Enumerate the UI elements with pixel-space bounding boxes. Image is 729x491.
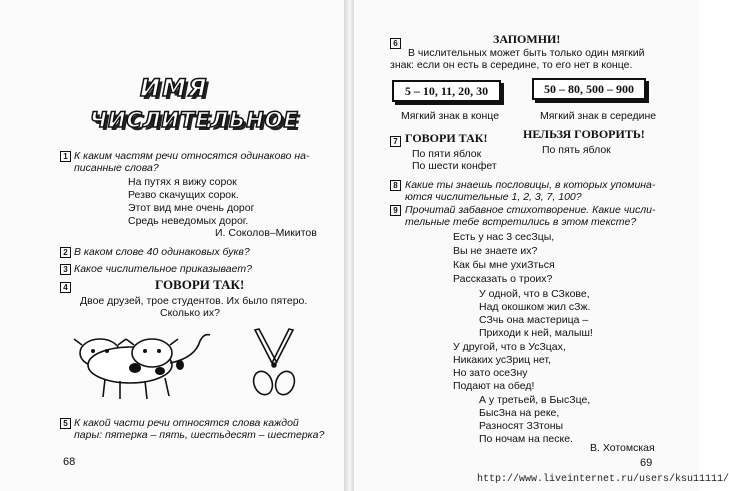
left-page: [0, 0, 349, 491]
poem-1-author: И. Соколов–Микитов: [215, 227, 317, 239]
poem-2-line: Вы не знаете их?: [453, 245, 538, 257]
rule-box-soft-sign-middle: 50 – 80, 500 – 900: [532, 78, 646, 100]
poem-2-line: Рассказать о троих?: [453, 273, 553, 285]
task-7-correct-line: По пяти яблок: [412, 148, 482, 160]
task-number-9: 9: [390, 205, 401, 216]
task-1-line-1: К каким частям речи относятся одинаково на-: [74, 150, 310, 162]
poem-2-line: А у третьей, в БысЗце,: [479, 394, 591, 406]
task-3-text: Какое числительное приказывает?: [74, 263, 252, 275]
task-7-heading-correct: ГОВОРИ ТАК!: [405, 131, 488, 145]
watermark-url: http://www.liveinternet.ru/users/ksu11111/: [477, 474, 729, 485]
task-5-line-1: К какой части речи относятся слова каждой: [74, 417, 299, 429]
task-number-3: 3: [60, 264, 71, 275]
poem-1-line: На путях я вижу сорок: [128, 176, 237, 188]
task-6-line-2: знак: если он есть в середине, то его нет в конце.: [390, 59, 633, 71]
poem-2-line: Разносят ЗЗтоны: [479, 420, 564, 432]
poem-2-line: У другой, что в УсЗцах,: [453, 341, 566, 353]
caption-soft-sign-end: Мягкий знак в конце: [401, 110, 500, 122]
poem-2-line: СЗчь она мастерица –: [479, 314, 589, 326]
poem-2-line: Приходи к ней, малыш!: [479, 327, 593, 339]
poem-2-line: Как бы мне ухиЗться: [453, 259, 555, 271]
task-4-heading: ГОВОРИ ТАК!: [155, 277, 245, 292]
task-number-7: 7: [390, 136, 401, 147]
poem-2-line: БысЗна на реке,: [479, 407, 560, 419]
book-gutter: [344, 0, 354, 491]
task-7-incorrect-line: По пять яблок: [542, 144, 611, 156]
cows-illustration: [70, 323, 220, 403]
task-number-4: 4: [60, 282, 71, 293]
task-number-2: 2: [60, 247, 71, 258]
poem-2-line: Никаких усЗриц нет,: [453, 354, 551, 366]
caption-soft-sign-middle: Мягкий знак в середине: [540, 110, 657, 122]
task-6-line-1: В числительных может быть только один мягкий: [408, 47, 645, 59]
poem-2-line: По ночам на песке.: [479, 433, 573, 445]
poem-2-line: Но зато осеЗну: [453, 367, 528, 379]
task-6-heading: ЗАПОМНИ!: [493, 32, 561, 46]
task-9-line-1: Прочитай забавное стихотворение. Какие числи-: [405, 204, 656, 216]
task-5-line-2: пары: пятерка – пять, шестьдесят – шестерка?: [74, 429, 325, 441]
task-8-line-1: Какие ты знаешь пословицы, в которых упомина-: [405, 179, 656, 191]
rule-box-soft-sign-end: 5 – 10, 11, 20, 30: [392, 80, 501, 102]
task-7-heading-incorrect: НЕЛЬЗЯ ГОВОРИТЬ!: [523, 127, 645, 141]
title-word-2: ЧИСЛИТЕЛЬНОЕ: [90, 108, 299, 132]
poem-2-line: У одной, что в СЗкове,: [479, 288, 590, 300]
task-4-line-1: Двое друзей, трое студентов. Их было пятеро.: [80, 295, 308, 307]
task-number-5: 5: [60, 418, 71, 429]
task-4-line-2: Сколько их?: [160, 307, 220, 319]
poem-2-line: Подают на обед!: [453, 380, 535, 392]
task-7-correct-line: По шести конфет: [412, 160, 497, 172]
task-8-line-2: ются числительные 1, 2, 3, 7, 100?: [405, 191, 582, 203]
poem-1-line: Средь неведомых дорог.: [128, 215, 249, 227]
poem-1-line: Этот вид мне очень дорог: [128, 202, 255, 214]
task-9-line-2: тельные тебе встретились в этом тексте?: [405, 216, 637, 228]
right-page: [349, 0, 729, 491]
task-number-1: 1: [60, 151, 71, 162]
poem-1-line: Резво скачущих сорок.: [128, 189, 239, 201]
page-number-right: 69: [640, 457, 653, 469]
poem-2-line: Над окошком жил сЗж.: [479, 301, 591, 313]
poem-2-line: Есть у нас 3 сесЗцы,: [453, 231, 555, 243]
scissors-illustration: [245, 325, 305, 400]
task-1-line-2: писанные слова?: [74, 162, 159, 174]
task-number-6: 6: [390, 38, 401, 49]
task-2-text: В каком слове 40 одинаковых букв?: [74, 246, 250, 258]
page-number-left: 68: [63, 456, 76, 468]
poem-2-author: В. Хотомская: [590, 442, 655, 454]
task-number-8: 8: [390, 180, 401, 191]
title-word-1: ИМЯ: [140, 74, 209, 102]
